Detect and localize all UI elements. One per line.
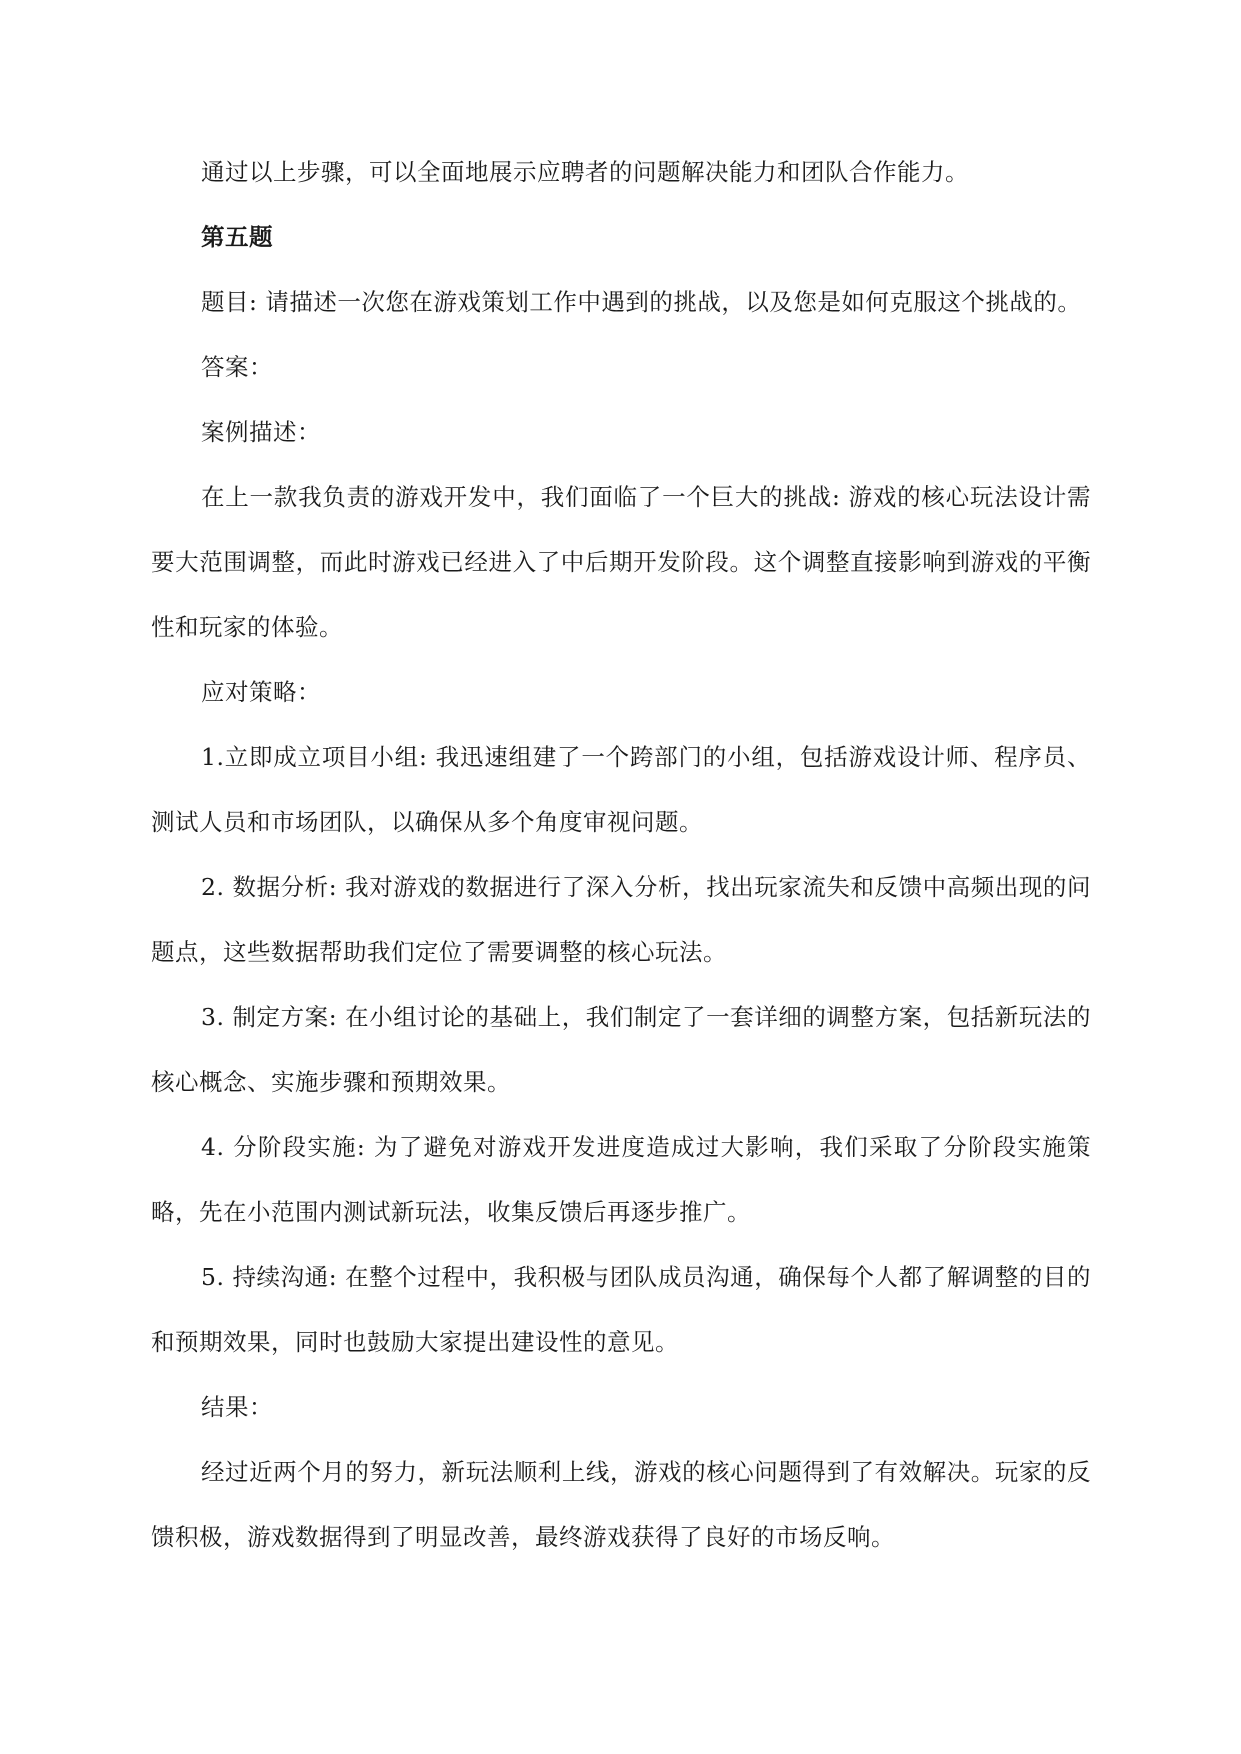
strategy-item: 2. 数据分析: 我对游戏的数据进行了深入分析，找出玩家流失和反馈中高频出现的问题点，这些数据帮助我们定位了需要调整的核心玩法。 <box>151 873 1091 966</box>
case-label: 案例描述： <box>201 418 321 446</box>
result-label: 结果： <box>201 1393 273 1421</box>
result-paragraph: 经过近两个月的努力，新玩法顺利上线，游戏的核心问题得到了有效解决。玩家的反馈积极，游戏数据得到了明显改善，最终游戏获得了良好的市场反响。 <box>151 1458 1091 1551</box>
answer-label: 答案： <box>201 353 273 381</box>
strategy-label: 应对策略： <box>201 678 321 706</box>
strategy-item: 3. 制定方案: 在小组讨论的基础上，我们制定了一套详细的调整方案，包括新玩法的核心概念、实施步骤和预期效果。 <box>151 1003 1091 1096</box>
case-paragraph: 在上一款我负责的游戏开发中，我们面临了一个巨大的挑战: 游戏的核心玩法设计需要大范围调整，而此时游戏已经进入了中后期开发阶段。这个调整直接影响到游戏的平衡性和玩家的体验。 <box>151 483 1091 641</box>
section-title: 第五题 <box>201 223 273 251</box>
strategy-item: 5. 持续沟通: 在整个过程中，我积极与团队成员沟通，确保每个人都了解调整的目的和预期效果，同时也鼓励大家提出建设性的意见。 <box>151 1263 1091 1356</box>
question-paragraph: 题目: 请描述一次您在游戏策划工作中遇到的挑战，以及您是如何克服这个挑战的。 <box>201 288 1082 316</box>
document-page <box>151 140 1091 1570</box>
strategy-item: 1.立即成立项目小组: 我迅速组建了一个跨部门的小组，包括游戏设计师、程序员、测试人员和市场团队，以确保从多个角度审视问题。 <box>151 743 1091 836</box>
intro-paragraph: 通过以上步骤，可以全面地展示应聘者的问题解决能力和团队合作能力。 <box>201 158 969 186</box>
strategy-item: 4. 分阶段实施: 为了避免对游戏开发进度造成过大影响，我们采取了分阶段实施策略，先在小范围内测试新玩法，收集反馈后再逐步推广。 <box>151 1133 1091 1226</box>
